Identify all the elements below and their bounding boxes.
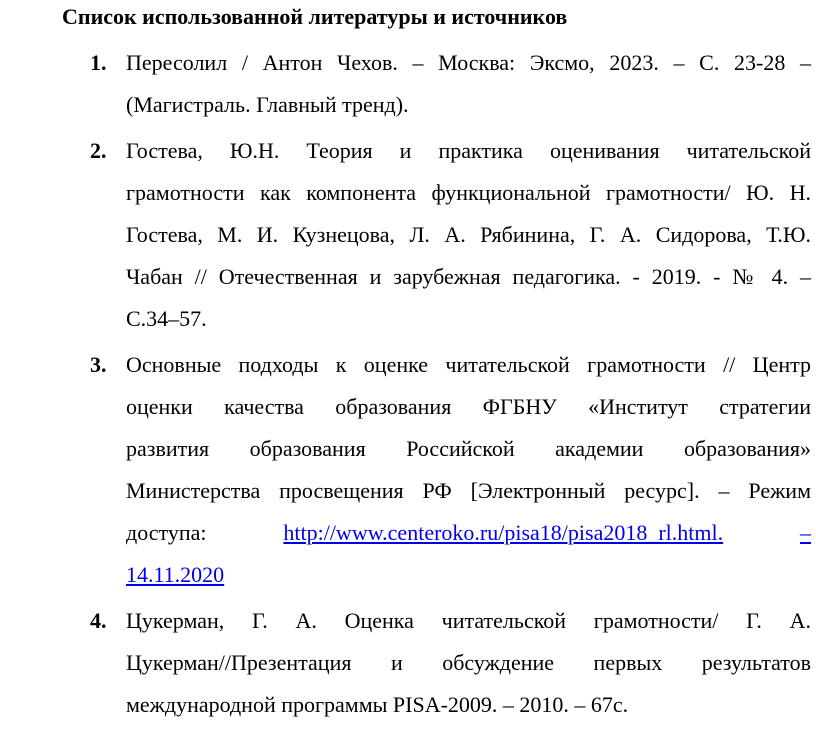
reference-line: Цукерман, Г. А. Оценка читательской грамотности/ Г. А. [126,608,811,633]
reference-line: Чабан // Отечественная и зарубежная педагогика. - 2019. - № 4. – [126,264,811,289]
access-label: доступа: [126,520,207,545]
page-title: Список использованной литературы и источников [62,4,568,29]
reference-line: международной программы PISA-2009. – 2010. – 67с. [126,692,629,717]
reference-item-2 [0,130,811,340]
reference-number: 2. [90,138,107,163]
reference-line: Пересолил / Антон Чехов. – Москва: Эксмо, 2023. – С. 23-28 – [126,50,811,75]
reference-line: грамотности как компонента функциональной грамотности/ Ю. Н. [126,180,811,205]
reference-line: (Магистраль. Главный тренд). [126,92,409,117]
references-list [0,42,816,730]
reference-line: Цукерман//Презентация и обсуждение первых результатов [126,650,811,675]
reference-date-line [126,554,811,596]
reference-number: 3. [90,352,107,377]
reference-item-4 [0,600,811,726]
reference-line: Основные подходы к оценке читательской грамотности // Центр [126,352,811,377]
reference-line: развития образования Российской академии образования» [126,436,811,461]
reference-item-1 [0,42,811,126]
reference-item-3 [0,344,811,596]
reference-line: С.34–57. [126,306,207,331]
reference-number: 1. [90,50,107,75]
reference-link[interactable]: http://www.centeroko.ru/pisa18/pisa2018_rl.html. [283,520,724,545]
reference-link-date[interactable]: 14.11.2020 [126,562,225,587]
reference-line: Гостева, М. И. Кузнецова, Л. А. Рябинина, Г. А. Сидорова, Т.Ю. [126,222,811,247]
reference-line: Гостева, Ю.Н. Теория и практика оценивания читательской [126,138,811,163]
reference-line: Министерства просвещения РФ [Электронный ресурс]. – Режим [126,478,811,503]
reference-number: 4. [90,608,107,633]
reference-link-dash[interactable]: – [800,520,811,545]
reference-line: оценки качества образования ФГБНУ «Институт стратегии [126,394,811,419]
reference-access-line [126,512,811,554]
